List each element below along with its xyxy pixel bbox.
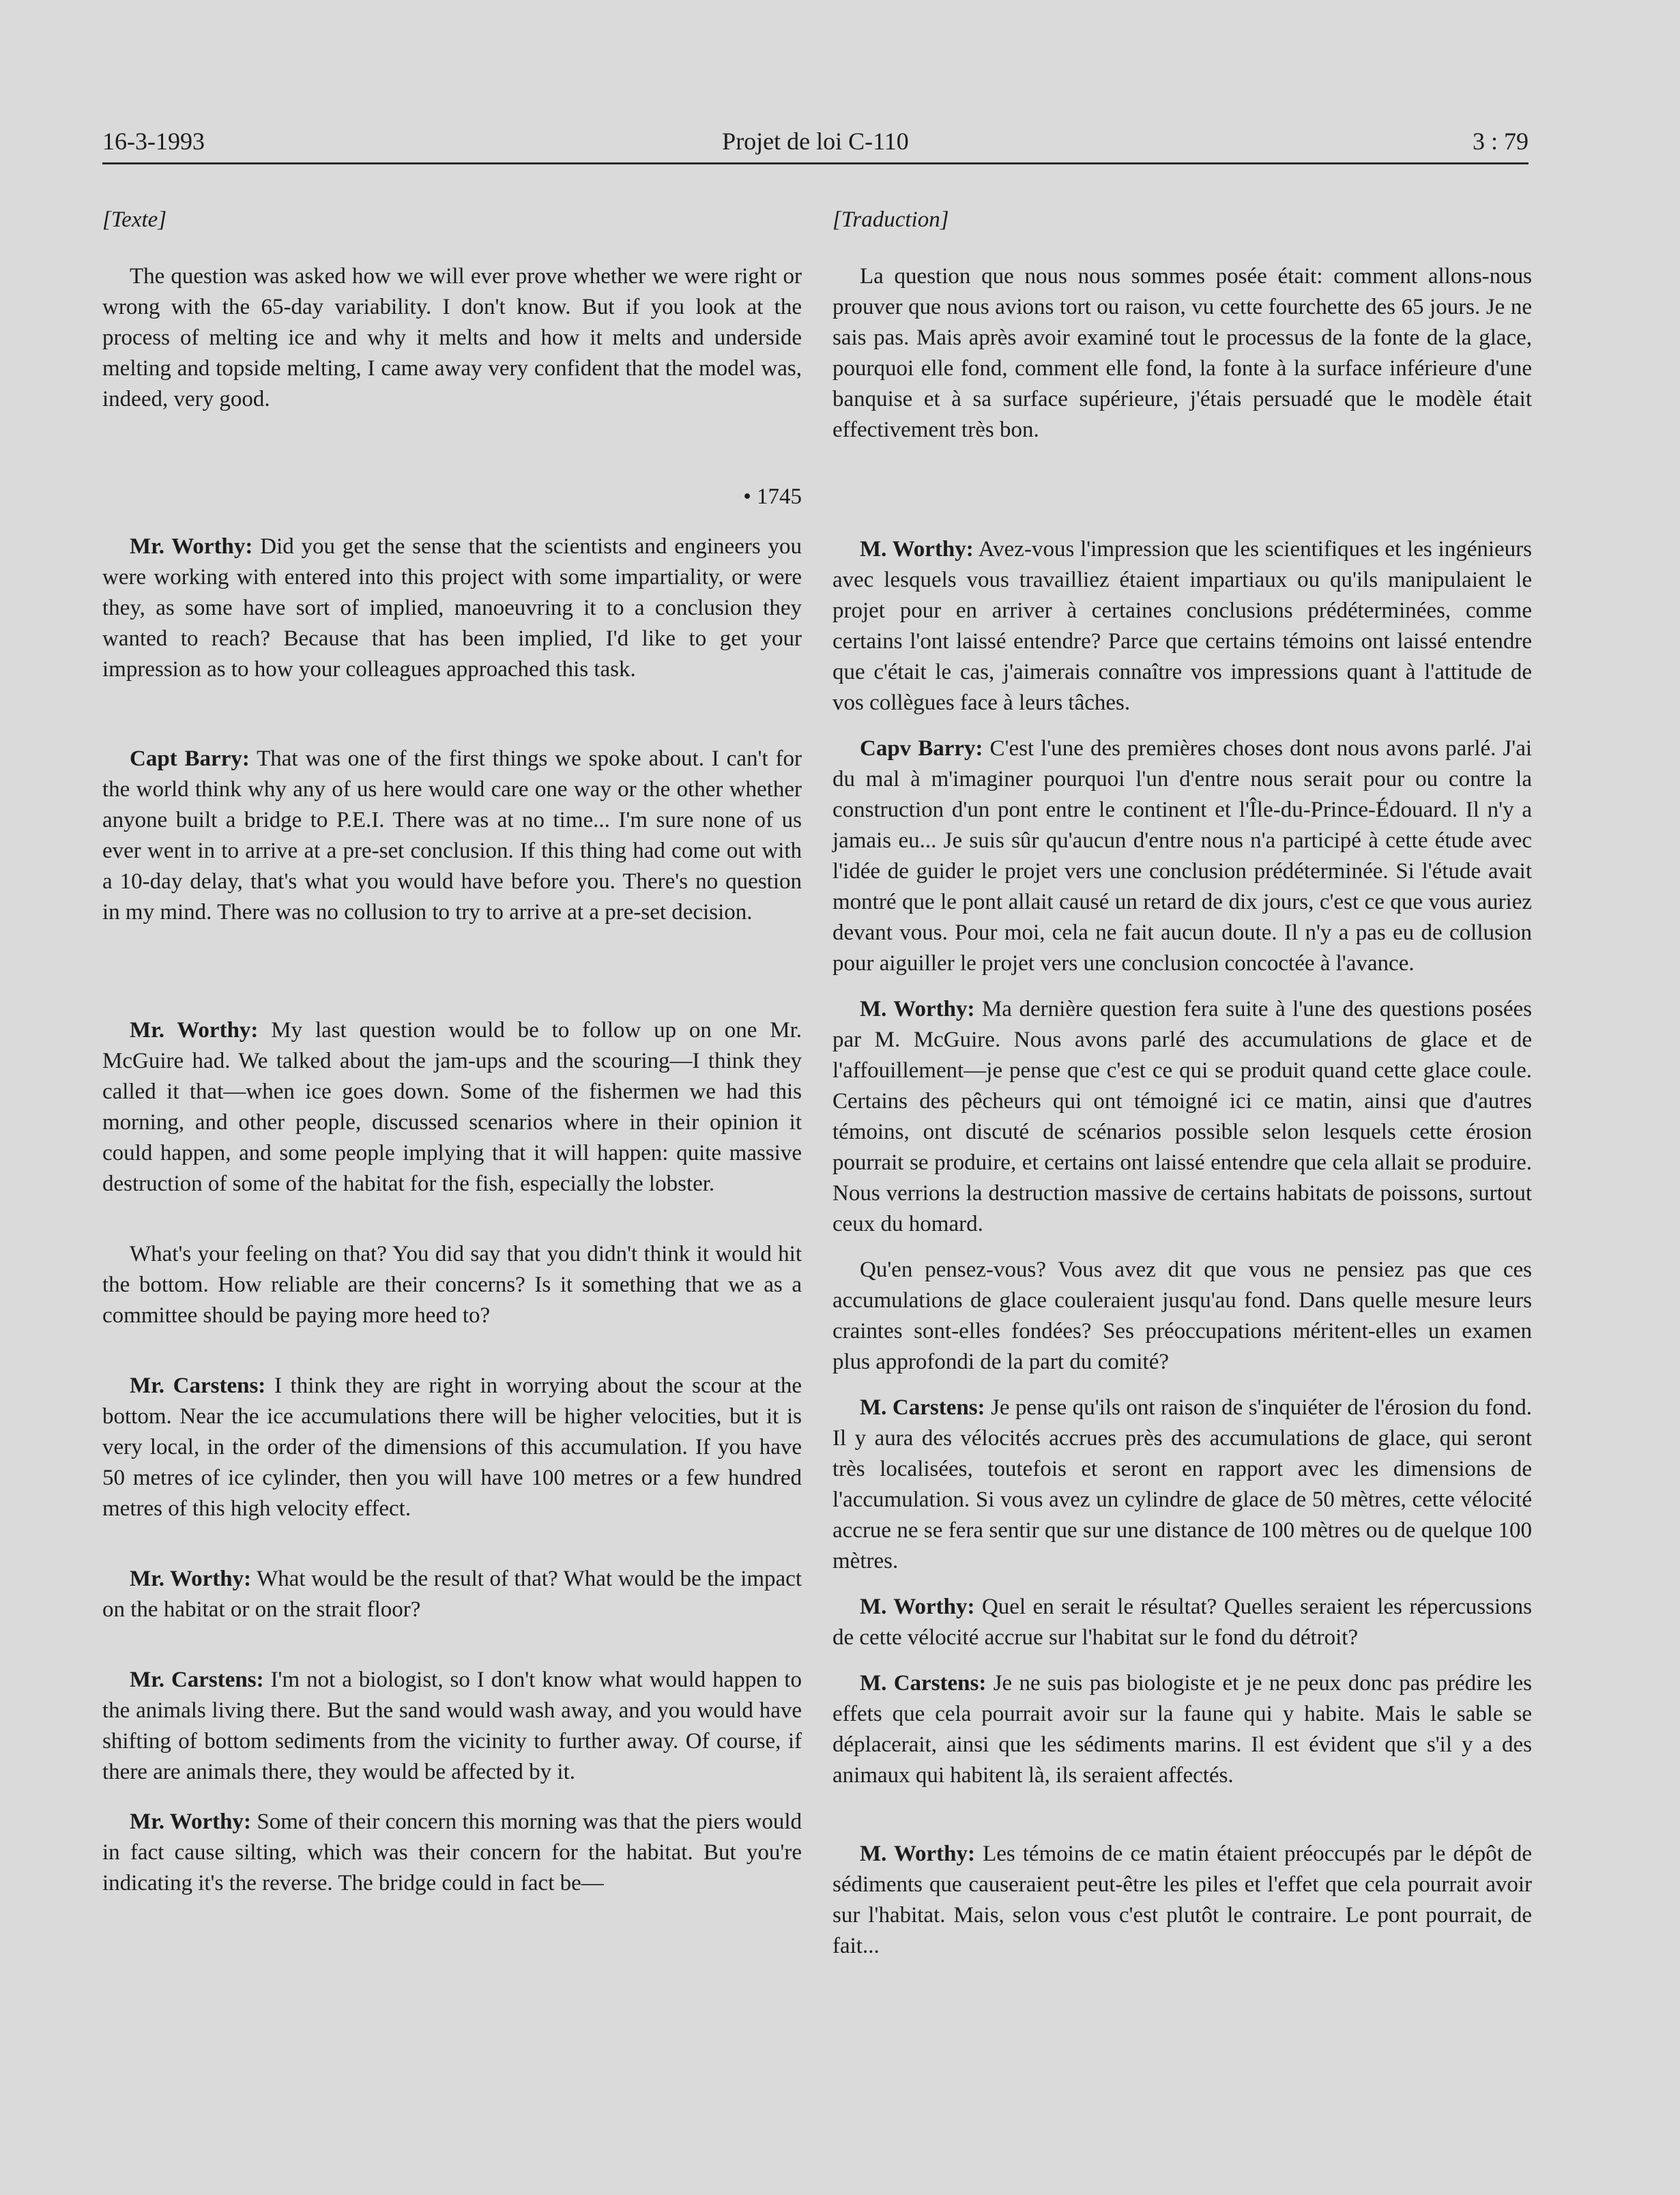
speaker-name: M. Worthy: bbox=[860, 1842, 976, 1866]
speaker-name: M. Worthy: bbox=[860, 997, 975, 1021]
speaker-name: Capt Barry: bbox=[130, 746, 250, 771]
paragraph-text: Avez-vous l'impression que les scientifiques et les ingénieurs avec lesquels vous travailliez étaient impartiaux ou qu'ils manipulaient le projet pour en arriver à certaines conclusions prédéterminées, comme certains l'ont laissé entendre? Parce que certains témoins ont laissé entendre que c'était le cas, j'aimerais connaître vos impressions quant à l'attitude de vos collègues face à leurs tâches. bbox=[832, 537, 1532, 715]
paragraph bbox=[832, 534, 1532, 718]
french-column bbox=[832, 205, 1532, 1962]
header-date: 16-3-1993 bbox=[102, 128, 205, 155]
paragraph-text: My last question would be to follow up on one Mr. McGuire had. We talked about the jam-ups and the scouring—I think they called it that—when ice goes down. Some of the fishermen we had this morning, and other people, discussed scenarios where in their opinion it could happen, and some people implying that it will happen: quite massive destruction of some of the habitat for the fish, especially the lobster. bbox=[102, 1018, 802, 1196]
speaker-name: Capv Barry: bbox=[860, 736, 983, 761]
speaker-name: M. Carstens: bbox=[860, 1395, 985, 1420]
paragraph bbox=[832, 733, 1532, 979]
paragraph bbox=[832, 1255, 1532, 1378]
paragraph bbox=[102, 532, 802, 685]
paragraph-text: What would be the result of that? What would be the impact on the habitat or on the strait floor? bbox=[102, 1567, 802, 1622]
paragraph bbox=[102, 1807, 802, 1899]
speaker-name: M. Worthy: bbox=[860, 1595, 975, 1619]
paragraph bbox=[832, 1668, 1532, 1791]
column-label-traduction: [Traduction] bbox=[832, 207, 949, 232]
paragraph bbox=[102, 1371, 802, 1524]
paragraph bbox=[102, 261, 802, 415]
paragraph-text: Qu'en pensez-vous? Vous avez dit que vous ne pensiez pas que ces accumulations de glace couleraient jusqu'au fond. Dans quelle mesure leurs craintes sont-elles fondées? Ses préoccupations méritent-elles un examen plus approfondi de la part du comité? bbox=[832, 1258, 1532, 1374]
header-title: Projet de loi C-110 bbox=[722, 128, 909, 155]
paragraph-text: I think they are right in worrying about the scour at the bottom. Near the ice accumulations there will be higher velocities, but it is very local, in the order of the dimensions of this accumulation. If you have 50 metres of ice cylinder, then you will have 100 metres or a few hundred metres of this high velocity effect. bbox=[102, 1373, 802, 1521]
paragraph-text: Je pense qu'ils ont raison de s'inquiéter de l'érosion du fond. Il y aura des vélocités accrues près des accumulations de glace, qui seront très localisées, toutefois et seront en rapport avec les dimensions de l'accumulation. Si vous avez un cylindre de glace de 50 mètres, cette vélocité accrue ne se fera sentir que sur une distance de 100 mètres ou de quelque 100 mètres. bbox=[832, 1395, 1533, 1573]
paragraph bbox=[832, 1839, 1532, 1962]
paragraph bbox=[832, 1393, 1532, 1577]
speaker-name: M. Worthy: bbox=[860, 537, 974, 562]
paragraph-text: Some of their concern this morning was that the piers would in fact cause silting, which was their concern for the habitat. But you're indicating it's the reverse. The bridge could in fact be— bbox=[102, 1809, 802, 1895]
page-header bbox=[102, 115, 1529, 162]
paragraph-text: Ma dernière question fera suite à l'une des questions posées par M. McGuire. Nous avons parlé des accumulations de glace et de l'affouillement—je pense que c'est ce qui se produit quand cette glace coule. Certains des pêcheurs qui ont témoigné ici ce matin, ainsi que d'autres témoins, ont discuté de scénarios possible selon lesquels cette érosion pourrait se produire, et certains ont laissé entendre que cela allait se produire. Nous verrions la destruction massive de certains habitats de poissons, surtout ceux du homard. bbox=[832, 997, 1533, 1236]
speaker-name: Mr. Worthy: bbox=[130, 1809, 251, 1834]
paragraph bbox=[832, 1592, 1532, 1653]
speaker-name: M. Carstens: bbox=[860, 1671, 987, 1696]
column-label-texte: [Texte] bbox=[102, 207, 167, 232]
speaker-name: Mr. Worthy: bbox=[130, 534, 253, 559]
paragraph-text: Did you get the sense that the scientists and engineers you were working with entered into this project with some impartiality, or were they, as some have sort of implied, manoeuvring it to a conclusion they wanted to reach? Because that has been implied, I'd like to get your impression as to how your colleagues approached this task. bbox=[102, 534, 802, 682]
header-page-number: 3 : 79 bbox=[1472, 128, 1529, 155]
header-rule bbox=[102, 162, 1529, 164]
paragraph-text: I'm not a biologist, so I don't know what would happen to the animals living there. But the sand would wash away, and you would have shifting of bottom sediments from the vicinity to further away. Of course, if there are animals there, they would be affected by it. bbox=[102, 1668, 802, 1784]
paragraph-text: What's your feeling on that? You did say that you didn't think it would hit the bottom. How reliable are their concerns? Is it something that we as a committee should be paying more heed to? bbox=[102, 1242, 802, 1328]
paragraph bbox=[102, 1564, 802, 1625]
paragraph bbox=[102, 1015, 802, 1200]
paragraph bbox=[102, 1665, 802, 1788]
paragraph-text: C'est l'une des premières choses dont nous avons parlé. J'ai du mal à m'imaginer pourquoi l'un d'entre nous serait pour ou contre la construction d'un pont entre le continent et l'Île-du-Prince-Édouard. Il n'y a jamais eu... Je suis sûr qu'aucun d'entre nous n'a participé à cette étude avec l'idée de guider le projet vers une conclusion prédéterminée. Si l'étude avait montré que le pont allait causé un retard de dix jours, c'est ce que vous auriez devant vous. Pour moi, cela ne fait aucun doute. Il n'y a pas eu de collusion pour aiguiller le projet vers une conclusion concoctée à l'avance. bbox=[832, 736, 1533, 976]
paragraph bbox=[832, 994, 1532, 1240]
speaker-name: Mr. Carstens: bbox=[130, 1668, 264, 1692]
paragraph-text: La question que nous nous sommes posée était: comment allons-nous prouver que nous avions tort ou raison, vu cette fourchette des 65 jours. Je ne sais pas. Mais après avoir examiné tout le processus de la fonte de la glace, pourquoi elle fond, comment elle fond, la fonte à la surface inférieure d'une banquise et à sa surface supérieure, j'étais persuadé que le modèle était effectivement très bon. bbox=[832, 264, 1532, 442]
english-column bbox=[102, 205, 802, 1899]
paragraph bbox=[102, 1239, 802, 1331]
paragraph bbox=[102, 744, 802, 928]
time-marker: • 1745 bbox=[743, 484, 802, 509]
paragraph-text: Je ne suis pas biologiste et je ne peux donc pas prédire les effets que cela pourrait avoir sur la faune qui y habite. Mais le sable se déplacerait, ainsi que les sédiments marins. Il est évident que s'il y a des animaux qui habitent là, ils seraient affectés. bbox=[832, 1671, 1532, 1788]
paragraph bbox=[832, 261, 1532, 446]
speaker-name: Mr. Worthy: bbox=[130, 1018, 259, 1043]
paragraph-text: Les témoins de ce matin étaient préoccupés par le dépôt de sédiments que causeraient peut-être les piles et l'effet que cela pourrait avoir sur l'habitat. Mais, selon vous c'est plutôt le contraire. Le pont pourrait, de fait... bbox=[832, 1842, 1533, 1958]
speaker-name: Mr. Worthy: bbox=[130, 1567, 252, 1591]
paragraph-text: Quel en serait le résultat? Quelles seraient les répercussions de cette vélocité accrue sur l'habitat sur le fond du détroit? bbox=[832, 1595, 1532, 1650]
paragraph-text: That was one of the first things we spoke about. I can't for the world think why any of us here would care one way or the other whether anyone built a bridge to P.E.I. There was at no time... I'm sure none of us ever went in to arrive at a pre-set conclusion. If this thing had come out with a 10-day delay, that's what you would have before you. There's no question in my mind. There was no collusion to try to arrive at a pre-set decision. bbox=[102, 746, 802, 925]
speaker-name: Mr. Carstens: bbox=[130, 1373, 266, 1398]
paragraph-text: The question was asked how we will ever prove whether we were right or wrong with the 65-day variability. I don't know. But if you look at the process of melting ice and why it melts and how it melts and underside melting and topside melting, I came away very confident that the model was, indeed, very good. bbox=[102, 264, 802, 411]
